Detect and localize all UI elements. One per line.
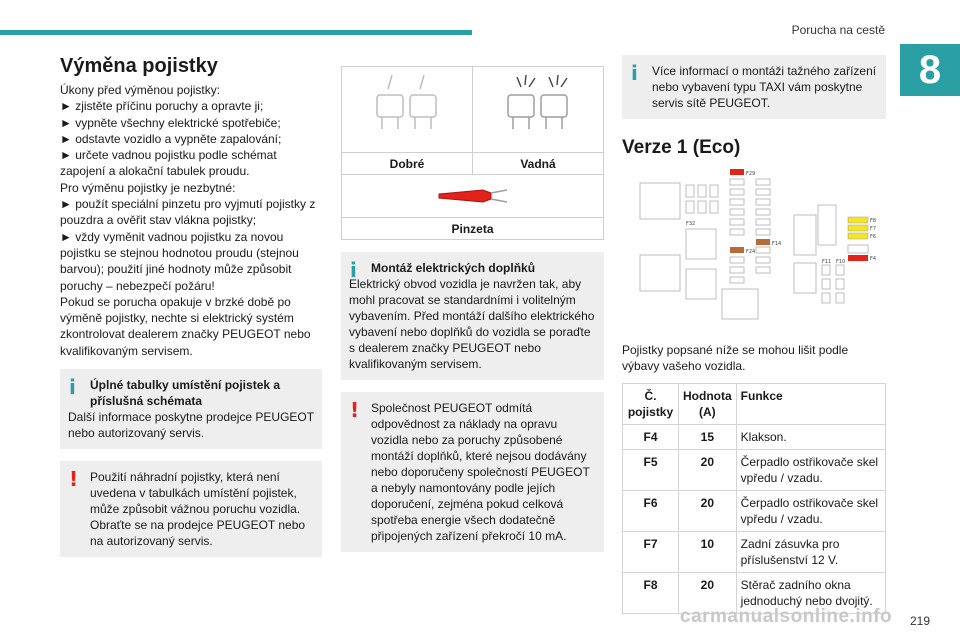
fuse-bad [472, 67, 603, 174]
fuse-f8 [848, 217, 868, 223]
fuse-replacement-text [60, 82, 322, 359]
cell-value: 20 [679, 449, 737, 490]
variation-note: Pojistky popsané níže se mohou lišit podle výbavy vašeho vozidla. [622, 343, 849, 374]
diagram-label: F4 [870, 256, 877, 262]
fuse-good [342, 67, 472, 174]
text-line: ► určete vadnou pojistku podle schémat zapojení a alokační tabulek proudu. [60, 148, 277, 179]
cell-value: 20 [679, 572, 737, 613]
header-function: Funkce [736, 383, 885, 424]
diagram-label: F24 [746, 249, 756, 255]
warning-box-text: Použití náhradní pojistky, která není uvedena v tabulkách umístění pojistek, může způsobit vážnou poruchu vozidla. Obraťte se na prodejce PEUGEOT nebo na autorizovaný servis. [90, 470, 306, 549]
good-fuse-icon [342, 67, 472, 147]
text-line: ► zjistěte příčinu poruchy a opravte ji; [60, 99, 264, 114]
diagram-label: F6 [870, 234, 877, 240]
diagram-label: F32 [686, 221, 696, 227]
diagram-label: F7 [870, 226, 877, 232]
middle-column [341, 66, 604, 552]
diagram-label: F10 [836, 259, 846, 265]
chapter-badge [900, 44, 960, 96]
cell-function: Stěrač zadního okna jednoduchý nebo dvojitý. [736, 572, 885, 613]
page-title: Výměna pojistky [60, 55, 218, 77]
cell-value: 20 [679, 490, 737, 531]
section-title: Porucha na cestě [791, 23, 885, 37]
fuse-table [622, 383, 886, 614]
diagram-label: F11 [822, 259, 832, 265]
info-icon: i [350, 258, 357, 282]
table-row [623, 531, 886, 572]
cell-fuse: F4 [623, 424, 679, 449]
version-title: Verze 1 (Eco) [622, 137, 741, 158]
info-box-accessories [341, 252, 604, 380]
info-box-text: Další informace poskytne prodejce PEUGEOT nebo autorizovaný servis. [68, 410, 314, 441]
header-accent-bar [0, 30, 472, 35]
cell-fuse: F6 [623, 490, 679, 531]
table-row [623, 449, 886, 490]
fuse-box-diagram [622, 165, 886, 325]
info-box-fuse-tables [60, 369, 322, 449]
good-label: Dobré [342, 152, 472, 174]
text-line: Úkony před výměnou pojistky: [60, 83, 221, 97]
cell-value: 10 [679, 531, 737, 572]
info-icon: i [631, 61, 638, 85]
info-icon: i [69, 375, 76, 400]
fuse-f14 [756, 239, 770, 245]
warning-icon: ! [69, 467, 79, 492]
fuse-f24 [730, 247, 744, 253]
cell-function: Zadní zásuvka pro příslušenství 12 V. [736, 531, 885, 572]
text-line: ► vždy vyměnit vadnou pojistku za novou pojistku se stejnou hodnotou proudu (stejnou barvou); použití jiné hodnoty může způsobit poruchy – nebezpečí požáru! [60, 229, 299, 293]
warning-box-text: Společnost PEUGEOT odmítá odpovědnost za náklady na opravu vozidla nebo za poruchy způsobené montáží doplňků, které nejsou dodávány nebo doporučeny společností PEUGEOT a nebyly namontovány podle jejích doporučení, zejména pokud celková spotřeba energie všech dodatečně připojených zařízení překročí 10 mA. [371, 401, 590, 543]
text-line: Pro výměnu pojistky je nezbytné: [60, 180, 236, 195]
warning-box-fuse [60, 461, 322, 557]
cell-fuse: F8 [623, 572, 679, 613]
fuse-f6 [848, 233, 868, 239]
info-box-towing [622, 55, 886, 119]
info-box-title: Montáž elektrických doplňků [371, 261, 536, 275]
table-row [623, 424, 886, 449]
tweezers-label: Pinzeta [342, 217, 603, 239]
chapter-number: 8 [918, 48, 942, 92]
cell-fuse: F7 [623, 531, 679, 572]
fuse-figure [341, 66, 604, 240]
watermark: carmanualsonline.info [680, 606, 893, 627]
info-box-text: Více informací o montáži tažného zařízení nebo vybavení typu TAXI vám poskytne servis sítě PEUGEOT. [652, 64, 877, 110]
cell-value: 15 [679, 424, 737, 449]
cell-function: Klakson. [736, 424, 885, 449]
fuse-f4 [848, 255, 868, 261]
table-row [623, 490, 886, 531]
diagram-label: F8 [870, 218, 877, 224]
left-column [60, 55, 322, 557]
page-number: 219 [909, 614, 930, 628]
text-line: ► odstavte vozidlo a vypněte zapalování; [60, 131, 282, 146]
cell-fuse: F5 [623, 449, 679, 490]
right-column [622, 55, 886, 614]
text-line: ► použít speciální pinzetu pro vyjmutí pojistky z pouzdra a ověřit stav vlákna pojistky; [60, 197, 316, 228]
warning-box-liability [341, 392, 604, 552]
text-line: ► vypněte všechny elektrické spotřebiče; [60, 115, 281, 130]
blown-fuse-icon [473, 67, 603, 147]
info-box-title: Úplné tabulky umístění pojistek a příslušná schémata [90, 378, 281, 409]
text-line: Pokud se porucha opakuje v brzké době po výměně pojistky, nechte si elektrický systém zkontrolovat dealerem značky PEUGEOT nebo kvalifikovaným servisem. [60, 294, 311, 358]
diagram-label: F14 [772, 241, 782, 247]
header-value: Hodnota (A) [679, 383, 737, 424]
cell-function: Čerpadlo ostřikovače skel vpředu / vzadu. [736, 449, 885, 490]
fuse-f7 [848, 225, 868, 231]
warning-icon: ! [350, 398, 360, 422]
bad-label: Vadná [473, 152, 603, 174]
cell-function: Čerpadlo ostřikovače skel vpředu / vzadu. [736, 490, 885, 531]
diagram-label: F29 [746, 171, 756, 177]
tweezers-panel [342, 175, 603, 239]
table-header-row [623, 383, 886, 424]
info-box-text: Elektrický obvod vozidla je navržen tak, aby mohl pracovat se standardními i volitelným vybavením. Před montáží dalšího elektrického vybavení nebo doplňků do vozidla se poraďte s dealerem značky PEUGEOT nebo kvalifikovaným servisem. [349, 277, 595, 371]
fuse-f29 [730, 169, 744, 175]
header-fuse-number: Č. pojistky [623, 383, 679, 424]
tweezers-icon [433, 184, 513, 208]
